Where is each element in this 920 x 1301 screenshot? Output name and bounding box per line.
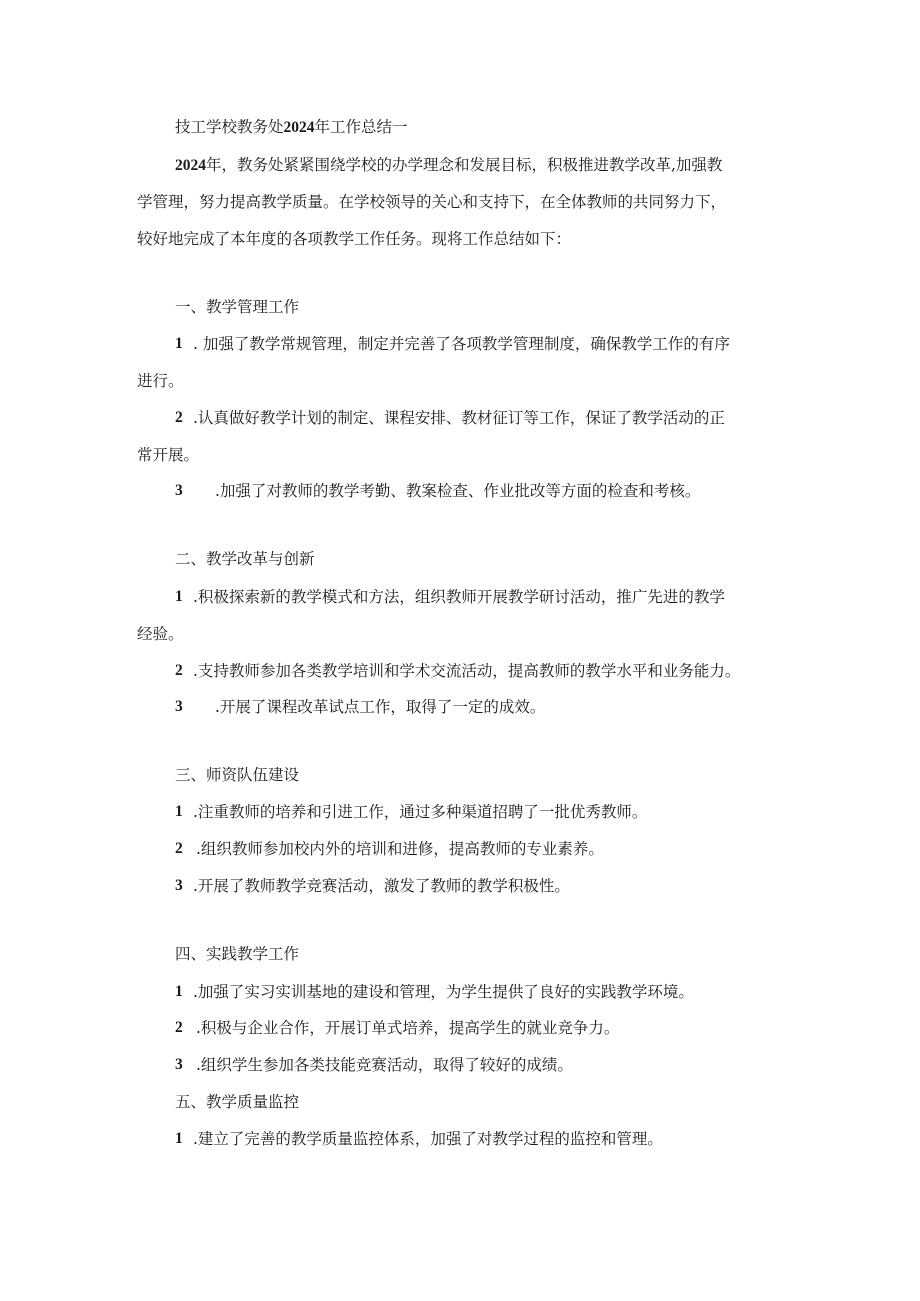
list-item-text: .积极探索新的教学模式和方法，组织教师开展教学研讨活动，推广先进的教学 bbox=[193, 588, 725, 606]
section-heading: 五、教学质量监控 bbox=[175, 1093, 300, 1111]
list-item-number: 3 bbox=[175, 482, 183, 499]
document-title bbox=[175, 117, 408, 138]
list-item-number: 1 bbox=[175, 1130, 183, 1147]
list-item-number: 3 bbox=[175, 877, 183, 894]
list-item-text: .支持教师参加各类教学培训和学术交流活动，提高教师的教学水平和业务能力。 bbox=[193, 662, 741, 680]
intro-line-3: 较好地完成了本年度的各项教学工作任务。现将工作总结如下： bbox=[137, 230, 572, 248]
list-item-text: .组织学生参加各类技能竞赛活动，取得了较好的成绩。 bbox=[196, 1056, 573, 1074]
section-heading: 一、教学管理工作 bbox=[175, 298, 300, 316]
list-item-number: 3 bbox=[175, 698, 183, 715]
list-item-continuation: 经验。 bbox=[137, 625, 184, 643]
title-suffix: 年工作总结一 bbox=[314, 118, 408, 136]
list-item-number: 2 bbox=[175, 840, 183, 857]
list-item-text: .组织教师参加校内外的培训和进修，提高教师的专业素养。 bbox=[196, 840, 604, 858]
intro-line-1 bbox=[175, 155, 722, 176]
section-heading: 三、师资队伍建设 bbox=[175, 766, 300, 784]
list-item-continuation: 常开展。 bbox=[137, 446, 200, 464]
title-prefix: 技工学校教务处 bbox=[175, 118, 284, 136]
list-item-text: .开展了课程改革试点工作，取得了一定的成效。 bbox=[215, 698, 546, 716]
list-item-number: 3 bbox=[175, 1056, 183, 1073]
section-heading: 四、实践教学工作 bbox=[175, 945, 300, 963]
list-item-continuation: 进行。 bbox=[137, 372, 184, 390]
section-heading: 二、教学改革与创新 bbox=[175, 550, 315, 568]
list-item-number: 2 bbox=[175, 662, 183, 679]
intro-line-1-text: 年，教务处紧紧围绕学校的办学理念和发展目标，积极推进教学改革,加强教 bbox=[206, 156, 723, 174]
list-item-number: 2 bbox=[175, 1019, 183, 1036]
list-item-number: 2 bbox=[175, 409, 183, 426]
list-item-text: .加强了对教师的教学考勤、教案检查、作业批改等方面的检查和考核。 bbox=[215, 482, 701, 500]
list-item-number: 1 bbox=[175, 983, 183, 1000]
list-item-text: .注重教师的培养和引进工作，通过多种渠道招聘了一批优秀教师。 bbox=[193, 803, 648, 821]
list-item-text: .建立了完善的教学质量监控体系，加强了对教学过程的监控和管理。 bbox=[193, 1130, 663, 1148]
list-item-text: . 加强了教学常规管理，制定并完善了各项教学管理制度，确保教学工作的有序 bbox=[193, 335, 730, 353]
list-item-text: .积极与企业合作，开展订单式培养，提高学生的就业竞争力。 bbox=[196, 1019, 620, 1037]
intro-year: 2024 bbox=[175, 157, 206, 174]
list-item-text: .加强了实习实训基地的建设和管理，为学生提供了良好的实践教学环境。 bbox=[193, 983, 694, 1001]
title-year: 2024 bbox=[283, 119, 315, 136]
list-item-number: 1 bbox=[175, 803, 183, 820]
list-item-text: .开展了教师教学竞赛活动，激发了教师的教学积极性。 bbox=[193, 877, 570, 895]
list-item-text: .认真做好教学计划的制定、课程安排、教材征订等工作，保证了教学活动的正 bbox=[193, 409, 725, 427]
intro-line-2: 学管理，努力提高教学质量。在学校领导的关心和支持下，在全体教师的共同努力下， bbox=[137, 193, 727, 211]
list-item-number: 1 bbox=[175, 335, 183, 352]
list-item-number: 1 bbox=[175, 588, 183, 605]
